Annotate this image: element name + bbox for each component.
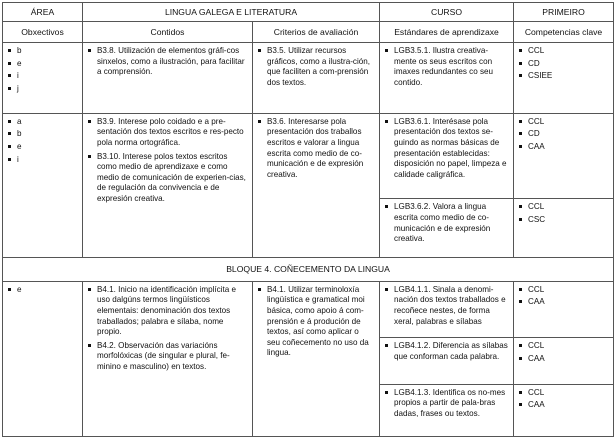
criteria-cell — [253, 113, 380, 257]
bullet-icon — [258, 49, 261, 52]
bullet-icon — [519, 391, 522, 394]
list-item: LGB4.1.2. Diferencia as sílabas que conforman cada palabra. — [385, 341, 508, 362]
list-item: B3.9. Interese polo coidado e a pre-sentación dos textos escritos e res-pecto pola norma ortográfica. — [88, 117, 247, 149]
objectives-list — [8, 46, 77, 94]
standard-cell — [380, 43, 514, 113]
bullet-icon — [8, 120, 11, 123]
list-item: CAA — [519, 297, 608, 308]
list-item: CCL — [519, 341, 608, 352]
bullet-icon — [519, 132, 522, 135]
list-item: e — [8, 285, 77, 296]
header-subject: LINGUA GALEGA E LITERATURA — [83, 3, 380, 22]
bullet-icon — [519, 344, 522, 347]
list-item: a — [8, 117, 77, 128]
list-item: e — [8, 142, 77, 153]
list-item: CCL — [519, 117, 608, 128]
bullet-icon — [519, 403, 522, 406]
header-competences: Competencias clave — [514, 22, 614, 43]
list-item: B3.10. Interese polos textos escritos como medio de aprendizaxe e como medio de comunicación de experien-cias, de regulación da convivencia e de expresión creativa. — [88, 152, 247, 205]
bullet-icon — [519, 288, 522, 291]
list-item: LGB3.6.1. Interésase pola presentación dos textos se-guindo as normas básicas de presentación establecidas: disposición no papel, limpeza e calidade caligráfica. — [385, 117, 508, 181]
header-area: ÁREA — [3, 3, 83, 22]
competences-cell — [514, 43, 614, 113]
contents-cell — [83, 113, 253, 257]
table-row — [3, 113, 614, 199]
objectives-cell — [3, 281, 83, 436]
bullet-icon — [8, 158, 11, 161]
list-item: B4.1. Utilizar terminoloxía lingüística e gramatical moi básica, como apoio á com-prensión e á produción de textos, así como aplicar o seu coñecemento no uso da lingua. — [258, 285, 374, 359]
bullet-icon — [385, 288, 388, 291]
contents-cell — [83, 281, 253, 436]
list-item: CCL — [519, 388, 608, 399]
list-item: CD — [519, 129, 608, 140]
table-row — [3, 281, 614, 337]
header-objectives: Obxectivos — [3, 22, 83, 43]
bullet-icon — [519, 74, 522, 77]
bullet-icon — [519, 120, 522, 123]
bullet-icon — [385, 120, 388, 123]
standard-cell — [380, 199, 514, 257]
list-item: CSIEE — [519, 71, 608, 82]
list-item: B3.8. Utilización de elementos gráfi-cos sinxelos, como a ilustración, para facilitar a comprensión. — [88, 46, 247, 78]
bullet-icon — [88, 155, 91, 158]
list-item: B3.6. Interesarse pola presentación dos traballos escritos e valorar a lingua escrita como medio de co-municación e de expresión creativa. — [258, 117, 374, 181]
table-row — [3, 43, 614, 113]
competences-cell — [514, 384, 614, 436]
list-item: CCL — [519, 285, 608, 296]
header-criteria: Criterios de avaliación — [253, 22, 380, 43]
bullet-icon — [88, 49, 91, 52]
list-item: b — [8, 46, 77, 57]
bullet-icon — [519, 62, 522, 65]
bullet-icon — [519, 205, 522, 208]
list-item: CCL — [519, 202, 608, 213]
bullet-icon — [385, 391, 388, 394]
bullet-icon — [258, 288, 261, 291]
contents-cell — [83, 43, 253, 113]
block-title: BLOQUE 4. COÑECEMENTO DA LINGUA — [3, 257, 614, 281]
standard-cell — [380, 113, 514, 199]
competences-cell — [514, 113, 614, 199]
competences-cell — [514, 338, 614, 384]
bullet-icon — [88, 344, 91, 347]
header-course: CURSO — [380, 3, 514, 22]
criteria-cell — [253, 43, 380, 113]
list-item: B4.1. Inicio na identificación implícita e uso dalgúns termos lingüísticos elementais: denominación dos textos traballados; palabra e sílaba, nome propio. — [88, 285, 247, 338]
bullet-icon — [519, 218, 522, 221]
bullet-icon — [88, 288, 91, 291]
list-item: B4.2. Observación das variacións morfolóxicas (de singular e plural, fe-minino e masculino) en textos. — [88, 341, 247, 373]
curriculum-table — [2, 2, 614, 437]
header-standards: Estándares de aprendizaxe — [380, 22, 514, 43]
bullet-icon — [385, 344, 388, 347]
bullet-icon — [8, 288, 11, 291]
bullet-icon — [8, 62, 11, 65]
objectives-cell — [3, 113, 83, 257]
list-item: LGB3.6.2. Valora a lingua escrita como medio de co-municación e de expresión creativa. — [385, 202, 508, 244]
bullet-icon — [88, 120, 91, 123]
list-item: CCL — [519, 46, 608, 57]
standard-cell — [380, 338, 514, 384]
list-item: i — [8, 155, 77, 166]
list-item: b — [8, 129, 77, 140]
bullet-icon — [8, 87, 11, 90]
bullet-icon — [519, 357, 522, 360]
list-item: LGB4.1.1. Sinala a denomi-nación dos textos traballados e recoñece nestes, de forma xeral, palabras e sílabas — [385, 285, 508, 327]
objectives-cell — [3, 43, 83, 113]
header-course-value: PRIMEIRO — [514, 3, 614, 22]
list-item: i — [8, 71, 77, 82]
bullet-icon — [8, 132, 11, 135]
bullet-icon — [519, 300, 522, 303]
list-item: B3.5. Utilizar recursos gráficos, como a ilustra-ción, que faciliten a com-prensión dos textos. — [258, 46, 374, 88]
list-item: LGB4.1.3. Identifica os no-mes propios a partir de pala-bras dadas, frases ou textos. — [385, 388, 508, 420]
standard-cell — [380, 384, 514, 436]
bullet-icon — [258, 120, 261, 123]
list-item: e — [8, 59, 77, 70]
bullet-icon — [385, 205, 388, 208]
bullet-icon — [519, 145, 522, 148]
list-item: CAA — [519, 354, 608, 365]
list-item: LGB3.5.1. Ilustra creativa-mente os seus escritos con imaxes redundantes co seu contido. — [385, 46, 508, 88]
competences-cell — [514, 199, 614, 257]
bullet-icon — [8, 74, 11, 77]
bullet-icon — [8, 145, 11, 148]
list-item: j — [8, 84, 77, 95]
list-item: CSC — [519, 215, 608, 226]
list-item: CD — [519, 59, 608, 70]
list-item: CAA — [519, 400, 608, 411]
competences-cell — [514, 281, 614, 337]
header-contents: Contidos — [83, 22, 253, 43]
list-item: CAA — [519, 142, 608, 153]
bullet-icon — [8, 49, 11, 52]
standard-cell — [380, 281, 514, 337]
criteria-cell — [253, 281, 380, 436]
bullet-icon — [519, 49, 522, 52]
bullet-icon — [385, 49, 388, 52]
